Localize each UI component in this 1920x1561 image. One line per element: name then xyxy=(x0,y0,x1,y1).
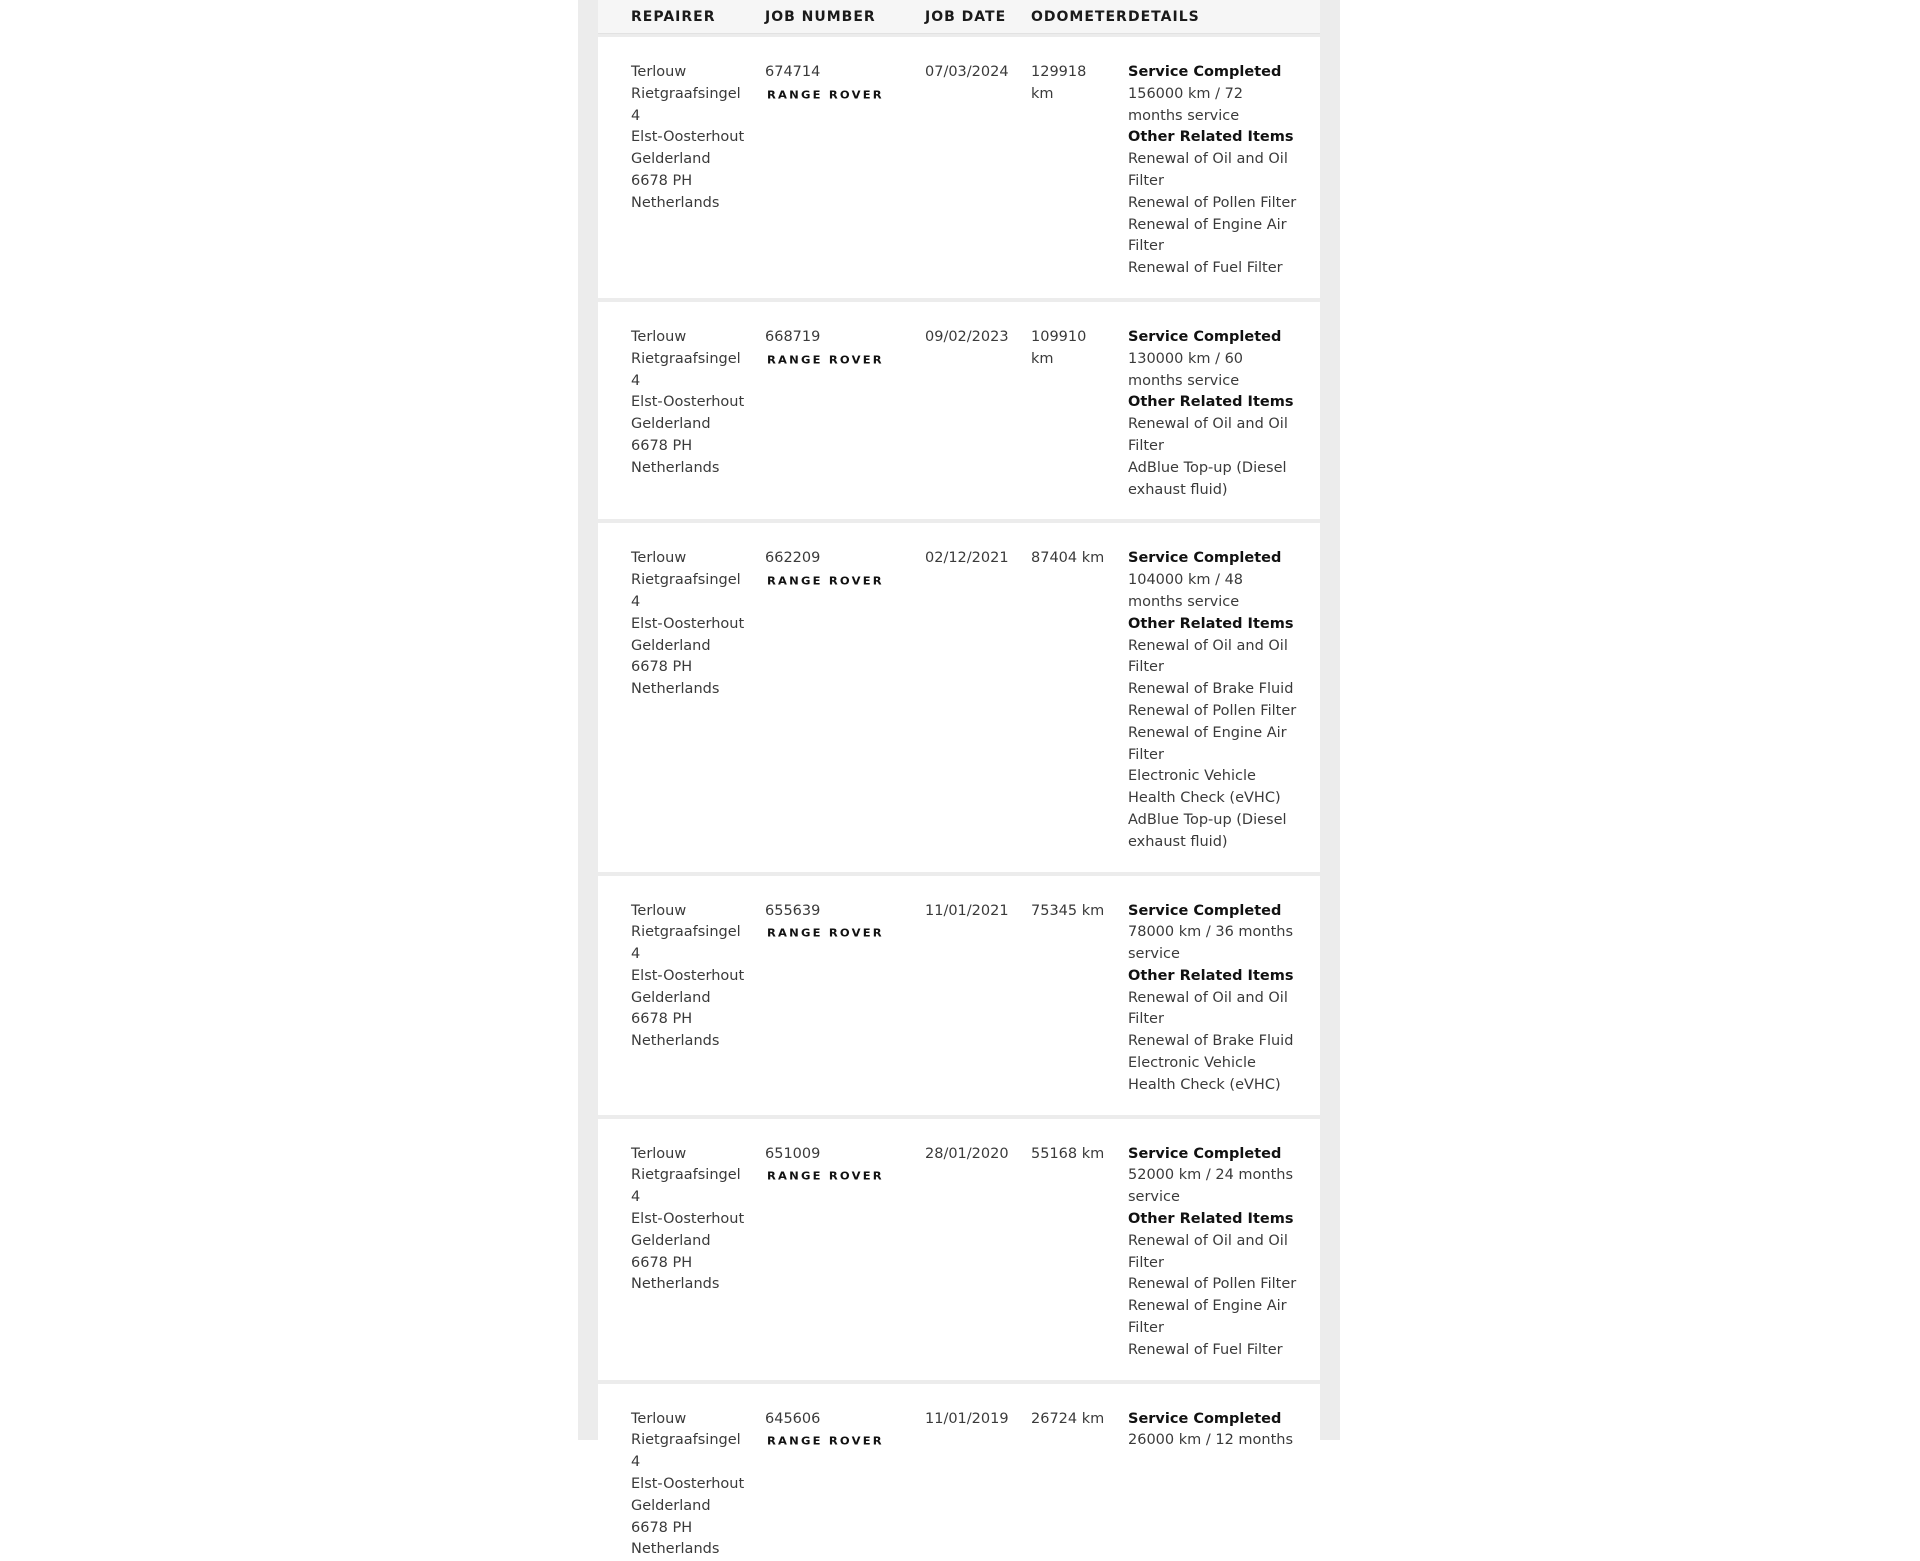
related-item: Filter xyxy=(1128,437,1164,454)
details-cell xyxy=(1128,548,1308,853)
header-repairer: REPAIRER xyxy=(631,9,716,25)
odometer-cell xyxy=(1031,327,1126,371)
odometer-cell xyxy=(1031,548,1126,570)
related-item: Renewal of Fuel Filter xyxy=(1128,260,1283,277)
related-item: Renewal of Pollen Filter xyxy=(1128,702,1297,719)
service-completed-heading: Service Completed xyxy=(1128,64,1282,80)
odometer-reading: km xyxy=(1031,85,1054,102)
service-description: service xyxy=(1128,1189,1180,1206)
job-number-cell xyxy=(765,62,920,108)
repairer-line: Gelderland xyxy=(631,1497,711,1514)
repairer-line: 4 xyxy=(631,593,641,610)
repairer-line: Terlouw xyxy=(631,1410,687,1427)
repairer-cell xyxy=(631,62,761,215)
repairer-line: Gelderland xyxy=(631,1232,711,1249)
repairer-line: Rietgraafsingel xyxy=(631,85,741,102)
odometer-reading: 129918 xyxy=(1031,64,1087,80)
job-date-cell xyxy=(925,548,1035,570)
job-date-cell xyxy=(925,327,1035,349)
repairer-line: Terlouw xyxy=(631,1145,687,1162)
service-description: 156000 km / 72 xyxy=(1128,85,1244,102)
job-date-cell xyxy=(925,1144,1035,1166)
odometer-cell xyxy=(1031,62,1126,106)
job-number: 655639 xyxy=(765,902,821,919)
related-item: AdBlue Top-up (Diesel xyxy=(1128,811,1287,828)
related-item: Filter xyxy=(1128,1011,1164,1028)
related-item: Health Check (eVHC) xyxy=(1128,790,1281,807)
service-description: 52000 km / 24 months xyxy=(1128,1167,1294,1184)
job-date: 09/02/2023 xyxy=(925,328,1009,345)
repairer-line: Terlouw xyxy=(631,902,687,919)
repairer-line: Elst-Oosterhout xyxy=(631,967,745,984)
range-rover-logo: RANGE ROVER xyxy=(767,1170,884,1183)
repairer-line: Elst-Oosterhout xyxy=(631,1211,745,1228)
row-content xyxy=(598,1144,1320,1362)
related-item: AdBlue Top-up (Diesel xyxy=(1128,459,1287,476)
table-row xyxy=(598,1384,1320,1558)
odometer-reading: km xyxy=(1031,350,1054,367)
repairer-line: 4 xyxy=(631,946,641,963)
related-item: Renewal of Oil and Oil xyxy=(1128,416,1288,433)
service-description: months service xyxy=(1128,372,1240,389)
related-item: Renewal of Oil and Oil xyxy=(1128,637,1288,654)
service-completed-heading: Service Completed xyxy=(1128,1145,1282,1162)
job-date: 11/01/2021 xyxy=(925,902,1009,919)
repairer-line: Rietgraafsingel xyxy=(631,924,741,941)
repairer-line: Netherlands xyxy=(631,1541,720,1558)
table-body xyxy=(598,37,1320,1558)
repairer-line: Elst-Oosterhout xyxy=(631,615,745,632)
job-date-cell xyxy=(925,901,1035,923)
repairer-line: 4 xyxy=(631,372,641,389)
related-item: Filter xyxy=(1128,238,1164,255)
related-item: Filter xyxy=(1128,1254,1164,1271)
table-row xyxy=(598,302,1320,519)
job-date: 07/03/2024 xyxy=(925,64,1009,80)
repairer-line: Elst-Oosterhout xyxy=(631,129,745,146)
repairer-line: Terlouw xyxy=(631,64,687,80)
details-cell xyxy=(1128,1409,1308,1453)
related-item: Renewal of Oil and Oil xyxy=(1128,989,1288,1006)
related-item: Filter xyxy=(1128,1320,1164,1337)
repairer-line: Rietgraafsingel xyxy=(631,1167,741,1184)
odometer-reading: 26724 km xyxy=(1031,1410,1105,1427)
related-item: Renewal of Brake Fluid xyxy=(1128,1033,1294,1050)
other-related-items-heading: Other Related Items xyxy=(1128,394,1294,411)
repairer-line: 4 xyxy=(631,107,641,124)
repairer-cell xyxy=(631,548,761,701)
other-related-items-heading: Other Related Items xyxy=(1128,615,1294,632)
repairer-line: Gelderland xyxy=(631,416,711,433)
related-item: exhaust fluid) xyxy=(1128,833,1228,850)
related-item: Filter xyxy=(1128,659,1164,676)
job-date-cell xyxy=(925,62,1035,84)
table-row xyxy=(598,523,1320,871)
range-rover-logo: RANGE ROVER xyxy=(767,353,884,367)
repairer-line: Netherlands xyxy=(631,459,720,476)
table-row xyxy=(598,37,1320,298)
repairer-line: Netherlands xyxy=(631,1033,720,1050)
related-item: Renewal of Oil and Oil xyxy=(1128,1232,1288,1249)
range-rover-logo: RANGE ROVER xyxy=(767,88,884,102)
related-item: Renewal of Oil and Oil xyxy=(1128,151,1288,168)
odometer-reading: 75345 km xyxy=(1031,902,1105,919)
related-item: Renewal of Engine Air xyxy=(1128,724,1287,741)
job-number: 668719 xyxy=(765,328,821,345)
related-item: Renewal of Brake Fluid xyxy=(1128,681,1294,698)
related-item: Renewal of Fuel Filter xyxy=(1128,1341,1283,1358)
row-content xyxy=(598,548,1320,853)
row-content xyxy=(598,1409,1320,1558)
service-history-table xyxy=(598,0,1320,1558)
service-completed-heading: Service Completed xyxy=(1128,902,1282,919)
service-completed-heading: Service Completed xyxy=(1128,1410,1282,1427)
related-item: Health Check (eVHC) xyxy=(1128,1076,1281,1093)
related-item: exhaust fluid) xyxy=(1128,481,1228,498)
table-row xyxy=(598,1119,1320,1380)
service-description: 78000 km / 36 months xyxy=(1128,924,1294,941)
job-number-cell xyxy=(765,901,920,947)
repairer-line: Netherlands xyxy=(631,1276,720,1293)
repairer-cell xyxy=(631,327,761,480)
repairer-line: Rietgraafsingel xyxy=(631,1432,741,1449)
related-item: Renewal of Engine Air xyxy=(1128,216,1287,233)
other-related-items-heading: Other Related Items xyxy=(1128,129,1294,146)
repairer-line: 6678 PH xyxy=(631,437,693,454)
job-number-cell xyxy=(765,327,920,373)
related-item: Renewal of Pollen Filter xyxy=(1128,1276,1297,1293)
repairer-cell xyxy=(631,901,761,1054)
range-rover-logo: RANGE ROVER xyxy=(767,1435,884,1448)
related-item: Filter xyxy=(1128,746,1164,763)
row-content xyxy=(598,62,1320,280)
odometer-reading: 109910 xyxy=(1031,328,1087,345)
service-history-panel xyxy=(578,0,1340,1558)
row-content xyxy=(598,901,1320,1097)
range-rover-logo: RANGE ROVER xyxy=(767,574,884,588)
repairer-line: Terlouw xyxy=(631,328,687,345)
odometer-reading: 55168 km xyxy=(1031,1145,1105,1162)
repairer-line: Netherlands xyxy=(631,681,720,698)
repairer-line: 6678 PH xyxy=(631,659,693,676)
service-description: service xyxy=(1128,946,1180,963)
header-details: DETAILS xyxy=(1128,9,1200,25)
details-cell xyxy=(1128,327,1308,501)
row-content xyxy=(598,327,1320,501)
repairer-line: Gelderland xyxy=(631,637,711,654)
job-number: 674714 xyxy=(765,64,821,80)
odometer-cell xyxy=(1031,1409,1126,1431)
service-description: months service xyxy=(1128,107,1240,124)
service-completed-heading: Service Completed xyxy=(1128,550,1282,567)
table-row xyxy=(598,876,1320,1115)
header-job-date: JOB DATE xyxy=(925,9,1007,25)
odometer-cell xyxy=(1031,1144,1126,1166)
job-date: 28/01/2020 xyxy=(925,1145,1009,1162)
related-item: Renewal of Pollen Filter xyxy=(1128,194,1297,211)
details-cell xyxy=(1128,62,1308,280)
repairer-line: 6678 PH xyxy=(631,1011,693,1028)
odometer-reading: 87404 km xyxy=(1031,550,1105,567)
service-description: months service xyxy=(1128,593,1240,610)
repairer-line: Terlouw xyxy=(631,550,687,567)
related-item: Electronic Vehicle xyxy=(1128,1055,1256,1072)
header-odometer: ODOMETER xyxy=(1031,9,1128,25)
job-date-cell xyxy=(925,1409,1035,1431)
odometer-cell xyxy=(1031,901,1126,923)
related-item: Filter xyxy=(1128,172,1164,189)
other-related-items-heading: Other Related Items xyxy=(1128,967,1294,984)
other-related-items-heading: Other Related Items xyxy=(1128,1211,1294,1228)
repairer-cell xyxy=(631,1409,761,1561)
repairer-line: Netherlands xyxy=(631,194,720,211)
header-job-number: JOB NUMBER xyxy=(765,9,876,25)
repairer-line: Rietgraafsingel xyxy=(631,350,741,367)
repairer-line: 4 xyxy=(631,1189,641,1206)
job-number: 662209 xyxy=(765,550,821,567)
service-description: 26000 km / 12 months xyxy=(1128,1432,1294,1449)
details-cell xyxy=(1128,1144,1308,1362)
service-description: 104000 km / 48 xyxy=(1128,572,1244,589)
repairer-line: 6678 PH xyxy=(631,1519,693,1536)
repairer-cell xyxy=(631,1144,761,1297)
job-number-cell xyxy=(765,1144,920,1190)
repairer-line: Elst-Oosterhout xyxy=(631,394,745,411)
repairer-line: Elst-Oosterhout xyxy=(631,1476,745,1493)
repairer-line: Gelderland xyxy=(631,151,711,168)
repairer-line: Gelderland xyxy=(631,989,711,1006)
job-number-cell xyxy=(765,548,920,594)
service-completed-heading: Service Completed xyxy=(1128,328,1282,345)
related-item: Electronic Vehicle xyxy=(1128,768,1256,785)
job-date: 02/12/2021 xyxy=(925,550,1009,567)
range-rover-logo: RANGE ROVER xyxy=(767,926,884,940)
repairer-line: 4 xyxy=(631,1454,641,1471)
job-number: 645606 xyxy=(765,1410,821,1427)
service-description: 130000 km / 60 xyxy=(1128,350,1244,367)
job-number-cell xyxy=(765,1409,920,1455)
repairer-line: 6678 PH xyxy=(631,172,693,189)
job-date: 11/01/2019 xyxy=(925,1410,1009,1427)
details-cell xyxy=(1128,901,1308,1097)
repairer-line: 6678 PH xyxy=(631,1254,693,1271)
table-header xyxy=(598,0,1320,34)
related-item: Renewal of Engine Air xyxy=(1128,1298,1287,1315)
job-number: 651009 xyxy=(765,1145,821,1162)
repairer-line: Rietgraafsingel xyxy=(631,572,741,589)
